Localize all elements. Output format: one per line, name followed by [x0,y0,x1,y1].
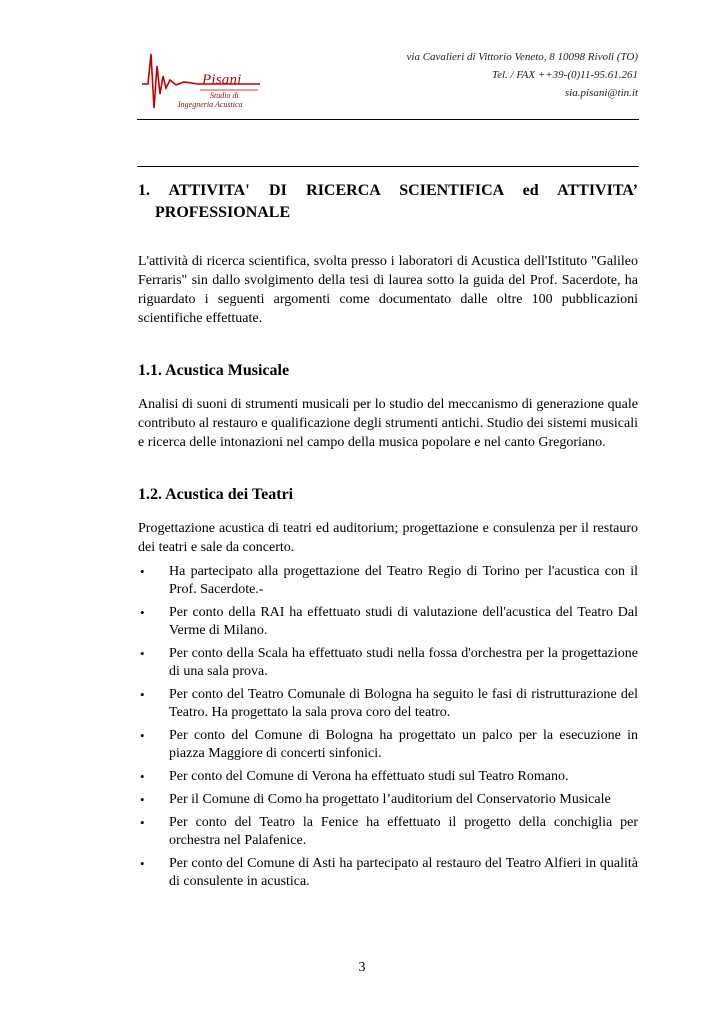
logo-subtitle-2: Ingegneria Acustica [178,100,243,109]
list-item-text: Per conto della Scala ha effettuato studi nella fossa d'orchestra per la progettazione di una sala prova. [169,646,638,679]
list-item [138,855,638,891]
section-1-heading [138,180,638,224]
bullet-icon: • [140,605,145,620]
list-item-text: Per conto del Comune di Verona ha effettuato studi sul Teatro Romano. [169,769,569,784]
list-item [138,645,638,681]
address-line: via Cavalieri di Vittorio Veneto, 8 10098 Rivoli (TO) [406,51,638,63]
logo-name: Pisani [202,72,242,88]
section-1-2-heading: 1.2. Acustica dei Teatri [138,486,294,503]
header-divider [137,119,639,120]
list-item-text: Ha partecipato alla progettazione del Teatro Regio di Torino per l'acustica con il Prof. Sacerdote.- [169,564,638,597]
section-1-intro: L'attività di ricerca scientifica, svolta presso i laboratori di Acustica dell'Istituto "Galileo Ferraris" sin dallo svolgimento della tesi di laurea sotto la guida del Prof. Sacerdote, ha riguardato i seguenti argomenti come documentato dalle oltre 100 pubblicazioni scientifiche effettuate. [138,254,638,326]
section-1-2-text: Progettazione acustica di teatri ed auditorium; progettazione e consulenza per il restauro dei teatri e sale da concerto. [138,521,638,555]
list-item-text: Per conto del Teatro Comunale di Bologna ha seguito le fasi di ristrutturazione del Teatro. Ha progettato la sala prova coro del teatro. [169,687,638,720]
list-item [138,768,638,786]
list-item [138,604,638,640]
list-item-text: Per conto del Comune di Bologna ha progettato un palco per la esecuzione in piazza Maggiore di concerti sinfonici. [169,728,638,761]
list-item [138,814,638,850]
list-item [138,563,638,599]
list-item [138,727,638,763]
list-item [138,791,638,809]
phone-line: Tel. / FAX ++39-(0)11-95.61.261 [491,69,638,81]
section-1-1-text: Analisi di suoni di strumenti musicali per lo studio del meccanismo di generazione quale contributo al restauro e qualificazione degli strumenti antichi. Studio dei sistemi musicali e ricerca delle intonazioni nel campo della musica popolare e nel canto Gregoriano. [138,397,638,450]
section-1-heading-line-1: 1. ATTIVITA' DI RICERCA SCIENTIFICA ed ATTIVITA’ [138,182,638,199]
page-number: 3 [358,960,366,975]
list-item-text: Per conto del Comune di Asti ha partecipato al restauro del Teatro Alfieri in qualità di consulente in acustica. [169,856,638,889]
section-divider [137,166,639,167]
studio-logo [140,46,265,116]
list-item [138,686,638,722]
logo-subtitle-1: Studio di [210,91,239,100]
theatre-projects-list [138,563,638,891]
section-1-heading-line-2: PROFESSIONALE [155,204,291,221]
bullet-icon: • [140,564,145,579]
bullet-icon: • [140,646,145,661]
main-content [138,180,638,896]
bullet-icon: • [140,769,145,784]
list-item-text: Per conto della RAI ha effettuato studi di valutazione dell'acustica del Teatro Dal Verme di Milano. [169,605,638,638]
bullet-icon: • [140,687,145,702]
bullet-icon: • [140,815,145,830]
list-item-text: Per conto del Teatro la Fenice ha effettuato il progetto della conchiglia per orchestra nel Palafenice. [169,815,638,848]
contact-block [407,48,638,102]
bullet-icon: • [140,728,145,743]
bullet-icon: • [140,856,145,871]
list-item-text: Per il Comune di Como ha progettato l’auditorium del Conservatorio Musicale [169,792,611,807]
email-line: sia.pisani@tin.it [564,87,638,99]
bullet-icon: • [140,792,145,807]
section-1-1-heading: 1.1. Acustica Musicale [138,362,290,379]
